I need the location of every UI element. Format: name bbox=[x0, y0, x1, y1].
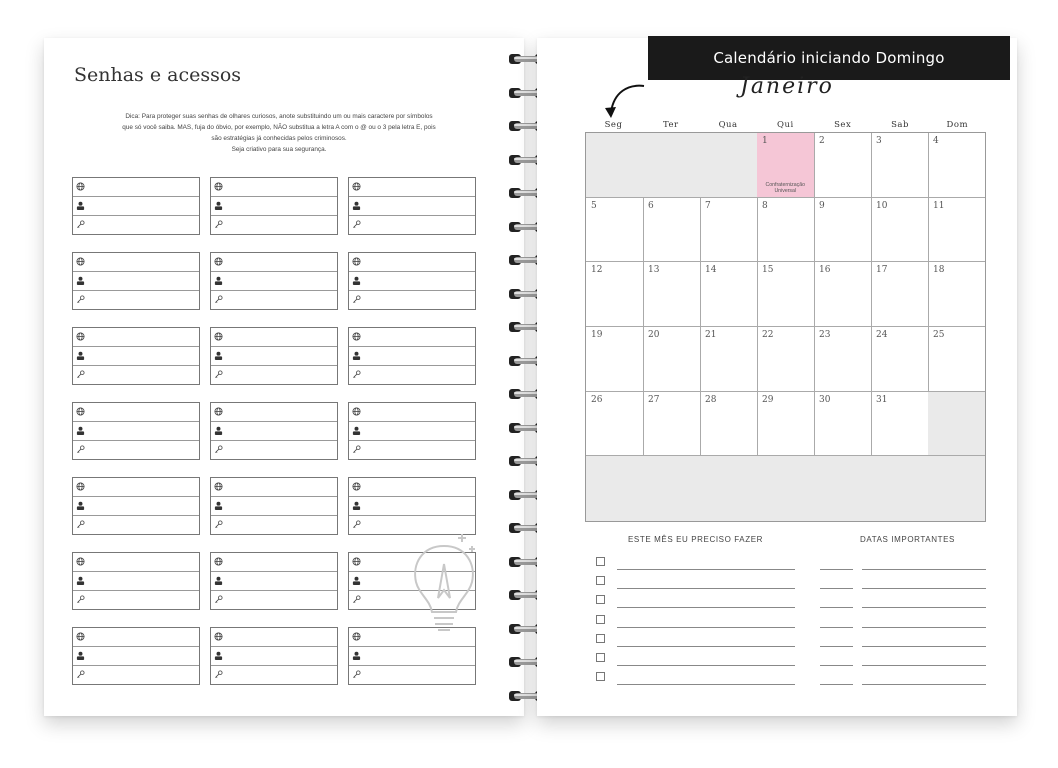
day-number: 28 bbox=[705, 394, 717, 405]
password-card bbox=[72, 552, 200, 610]
password-card bbox=[72, 177, 200, 235]
lightbulb-icon bbox=[404, 528, 484, 648]
key-field[interactable] bbox=[73, 441, 199, 459]
calendar-day-cell[interactable] bbox=[871, 392, 929, 457]
password-card bbox=[348, 477, 476, 535]
todo-line[interactable] bbox=[617, 569, 795, 570]
left-page bbox=[44, 38, 524, 716]
password-card bbox=[210, 402, 338, 460]
day-number: 8 bbox=[762, 200, 768, 211]
globe-field[interactable] bbox=[211, 403, 337, 422]
user-field[interactable] bbox=[73, 347, 199, 366]
password-card bbox=[72, 252, 200, 310]
globe-field[interactable] bbox=[73, 478, 199, 497]
day-number: 15 bbox=[762, 265, 774, 276]
todo-line[interactable] bbox=[617, 684, 795, 685]
day-number: 29 bbox=[762, 394, 774, 405]
todo-checkbox[interactable] bbox=[596, 557, 605, 566]
month-title: Janeiro bbox=[740, 74, 834, 99]
calendar-day-cell[interactable] bbox=[928, 327, 985, 392]
day-number: 7 bbox=[705, 200, 711, 211]
weekday-label: Sex bbox=[834, 120, 852, 130]
calendar-day-cell[interactable] bbox=[643, 262, 701, 327]
holiday-label-line: Universal bbox=[774, 187, 797, 194]
key-field[interactable] bbox=[211, 591, 337, 609]
user-field[interactable] bbox=[73, 272, 199, 291]
user-field[interactable] bbox=[211, 197, 337, 216]
day-number: 5 bbox=[591, 200, 597, 211]
curved-arrow-icon bbox=[598, 82, 648, 122]
day-number: 23 bbox=[819, 330, 831, 340]
calendar-day-cell[interactable] bbox=[586, 198, 644, 263]
calendar-day-cell[interactable] bbox=[700, 392, 758, 457]
key-field[interactable] bbox=[73, 516, 199, 534]
globe-field[interactable] bbox=[349, 328, 475, 347]
globe-field[interactable] bbox=[211, 478, 337, 497]
date-note-line[interactable] bbox=[862, 569, 986, 570]
day-number: 27 bbox=[648, 394, 660, 405]
password-card bbox=[210, 327, 338, 385]
day-number: 31 bbox=[876, 394, 888, 405]
user-field[interactable] bbox=[211, 347, 337, 366]
calendar-day-cell[interactable] bbox=[700, 198, 758, 263]
calendar-day-cell[interactable] bbox=[757, 456, 815, 521]
day-number: 12 bbox=[591, 265, 603, 276]
calendar-day-cell[interactable] bbox=[700, 133, 758, 198]
date-note-line[interactable] bbox=[862, 684, 986, 685]
calendar-day-cell[interactable] bbox=[586, 456, 644, 521]
key-field[interactable] bbox=[73, 291, 199, 309]
calendar-day-cell[interactable] bbox=[643, 392, 701, 457]
tip-text bbox=[74, 111, 484, 155]
day-number: 14 bbox=[705, 265, 717, 276]
calendar-day-cell[interactable] bbox=[643, 456, 701, 521]
day-number: 17 bbox=[876, 265, 888, 276]
day-number: 11 bbox=[933, 200, 945, 211]
user-field[interactable] bbox=[211, 422, 337, 441]
todo-checkbox[interactable] bbox=[596, 634, 605, 643]
key-field[interactable] bbox=[211, 291, 337, 309]
calendar-day-cell[interactable] bbox=[586, 327, 644, 392]
important-dates-label: DATAS IMPORTANTES bbox=[860, 535, 955, 544]
todo-section-label: ESTE MÊS EU PRECISO FAZER bbox=[628, 535, 764, 544]
globe-field[interactable] bbox=[73, 553, 199, 572]
key-field[interactable] bbox=[211, 366, 337, 384]
user-field[interactable] bbox=[73, 197, 199, 216]
user-field[interactable] bbox=[211, 647, 337, 666]
password-card bbox=[210, 252, 338, 310]
user-field[interactable] bbox=[211, 572, 337, 591]
calendar-day-cell[interactable] bbox=[814, 392, 872, 457]
password-card bbox=[348, 402, 476, 460]
todo-checkbox[interactable] bbox=[596, 653, 605, 662]
key-field[interactable] bbox=[349, 216, 475, 234]
key-field[interactable] bbox=[211, 516, 337, 534]
globe-field[interactable] bbox=[211, 328, 337, 347]
calendar-day-cell[interactable] bbox=[586, 392, 644, 457]
calendar-day-cell[interactable] bbox=[871, 456, 929, 521]
password-card bbox=[210, 477, 338, 535]
globe-field[interactable] bbox=[211, 253, 337, 272]
todo-checkbox[interactable] bbox=[596, 576, 605, 585]
user-field[interactable] bbox=[73, 647, 199, 666]
calendar-day-cell[interactable] bbox=[757, 133, 815, 198]
user-field[interactable] bbox=[349, 497, 475, 516]
key-field[interactable] bbox=[73, 591, 199, 609]
tip-line: Dica: Para proteger suas senhas de olhares curiosos, anote substituindo um ou mais caractere por símbolos bbox=[125, 113, 433, 120]
calendar-day-cell[interactable] bbox=[757, 262, 815, 327]
day-number: 30 bbox=[819, 394, 831, 405]
day-number: 21 bbox=[705, 330, 717, 340]
day-number: 25 bbox=[933, 330, 945, 340]
globe-field[interactable] bbox=[73, 253, 199, 272]
tip-line: Seja criativo para sua segurança. bbox=[231, 146, 327, 153]
calendar-day-cell[interactable] bbox=[586, 262, 644, 327]
date-line[interactable] bbox=[820, 627, 853, 628]
password-card bbox=[72, 402, 200, 460]
day-number: 1 bbox=[762, 136, 768, 146]
password-card bbox=[210, 177, 338, 235]
todo-line[interactable] bbox=[617, 665, 795, 666]
todo-line[interactable] bbox=[617, 607, 795, 608]
weekday-label: Qui bbox=[777, 120, 794, 130]
globe-field[interactable] bbox=[73, 328, 199, 347]
calendar-grid bbox=[585, 132, 986, 522]
date-line[interactable] bbox=[820, 588, 853, 589]
todo-checkbox[interactable] bbox=[596, 615, 605, 624]
date-note-line[interactable] bbox=[862, 646, 986, 647]
globe-field[interactable] bbox=[73, 403, 199, 422]
day-number: 16 bbox=[819, 265, 831, 276]
day-number: 20 bbox=[648, 330, 660, 340]
calendar-day-cell[interactable] bbox=[643, 133, 701, 198]
calendar-day-cell[interactable] bbox=[928, 456, 985, 521]
day-number: 9 bbox=[819, 200, 825, 211]
day-number: 3 bbox=[876, 136, 882, 146]
day-number: 19 bbox=[591, 330, 603, 340]
globe-field[interactable] bbox=[349, 253, 475, 272]
globe-field[interactable] bbox=[73, 178, 199, 197]
day-number: 2 bbox=[819, 136, 825, 146]
key-field[interactable] bbox=[349, 366, 475, 384]
weekday-label: Qua bbox=[718, 120, 738, 130]
calendar-day-cell[interactable] bbox=[643, 198, 701, 263]
globe-field[interactable] bbox=[211, 628, 337, 647]
day-number: 4 bbox=[933, 136, 939, 146]
todo-line[interactable] bbox=[617, 588, 795, 589]
user-field[interactable] bbox=[211, 272, 337, 291]
password-card bbox=[348, 327, 476, 385]
key-field[interactable] bbox=[73, 666, 199, 684]
key-field[interactable] bbox=[73, 216, 199, 234]
weekday-label: Ter bbox=[662, 120, 679, 130]
tip-line: são estratégias já conhecidas pelos criminosos. bbox=[211, 135, 347, 142]
calendar-day-cell[interactable] bbox=[871, 262, 929, 327]
day-number: 6 bbox=[648, 200, 654, 211]
date-line[interactable] bbox=[820, 607, 853, 608]
calendar-day-cell[interactable] bbox=[871, 133, 929, 198]
calendar-day-cell[interactable] bbox=[757, 327, 815, 392]
date-line[interactable] bbox=[820, 665, 853, 666]
todo-line[interactable] bbox=[617, 646, 795, 647]
user-field[interactable] bbox=[73, 572, 199, 591]
globe-field[interactable] bbox=[73, 628, 199, 647]
password-card bbox=[72, 627, 200, 685]
day-number: 22 bbox=[762, 330, 774, 340]
user-field[interactable] bbox=[349, 347, 475, 366]
calendar-day-cell[interactable] bbox=[928, 133, 985, 198]
key-field[interactable] bbox=[349, 441, 475, 459]
user-field[interactable] bbox=[349, 647, 475, 666]
todo-line[interactable] bbox=[617, 627, 795, 628]
calendar-day-cell[interactable] bbox=[586, 133, 644, 198]
key-field[interactable] bbox=[211, 216, 337, 234]
password-card bbox=[348, 177, 476, 235]
weekday-label: Sab bbox=[891, 120, 909, 130]
key-field[interactable] bbox=[349, 291, 475, 309]
password-card bbox=[348, 252, 476, 310]
page-title: Senhas e acessos bbox=[74, 64, 242, 86]
calendar-day-cell[interactable] bbox=[700, 262, 758, 327]
calendar-day-cell[interactable] bbox=[757, 392, 815, 457]
user-field[interactable] bbox=[73, 422, 199, 441]
key-field[interactable] bbox=[211, 441, 337, 459]
globe-field[interactable] bbox=[349, 403, 475, 422]
todo-checkbox[interactable] bbox=[596, 672, 605, 681]
calendar-day-cell[interactable] bbox=[928, 198, 985, 263]
holiday-label bbox=[757, 182, 814, 194]
holiday-label-line: Confraternização bbox=[765, 181, 805, 188]
calendar-day-cell[interactable] bbox=[814, 198, 872, 263]
calendar-day-cell[interactable] bbox=[871, 198, 929, 263]
date-line[interactable] bbox=[820, 684, 853, 685]
password-card bbox=[210, 627, 338, 685]
key-field[interactable] bbox=[73, 366, 199, 384]
user-field[interactable] bbox=[349, 197, 475, 216]
day-number: 18 bbox=[933, 265, 945, 276]
date-note-line[interactable] bbox=[862, 607, 986, 608]
date-note-line[interactable] bbox=[862, 588, 986, 589]
calendar-day-cell[interactable] bbox=[928, 392, 985, 457]
calendar-day-cell[interactable] bbox=[814, 133, 872, 198]
date-line[interactable] bbox=[820, 646, 853, 647]
key-field[interactable] bbox=[211, 666, 337, 684]
date-line[interactable] bbox=[820, 569, 853, 570]
tip-line: que só você saiba. MAS, fuja do óbvio, por exemplo, NÃO substitua a letra A com o @ ou o 3 pela letra E, pois bbox=[122, 124, 436, 131]
calendar-day-cell[interactable] bbox=[814, 456, 872, 521]
password-card bbox=[72, 327, 200, 385]
globe-field[interactable] bbox=[349, 478, 475, 497]
calendar-day-cell[interactable] bbox=[871, 327, 929, 392]
user-field[interactable] bbox=[349, 422, 475, 441]
globe-field[interactable] bbox=[211, 553, 337, 572]
globe-field[interactable] bbox=[349, 178, 475, 197]
password-card bbox=[72, 477, 200, 535]
calendar-day-cell[interactable] bbox=[757, 198, 815, 263]
day-number: 13 bbox=[648, 265, 660, 276]
user-field[interactable] bbox=[349, 272, 475, 291]
calendar-day-cell[interactable] bbox=[814, 262, 872, 327]
weekday-label: Dom bbox=[946, 120, 969, 130]
calendar-banner: Calendário iniciando Domingo bbox=[648, 36, 1010, 80]
calendar-day-cell[interactable] bbox=[700, 456, 758, 521]
day-number: 24 bbox=[876, 330, 888, 340]
user-field[interactable] bbox=[211, 497, 337, 516]
globe-field[interactable] bbox=[211, 178, 337, 197]
weekday-label: Seg bbox=[604, 120, 623, 130]
calendar-day-cell[interactable] bbox=[928, 262, 985, 327]
date-note-line[interactable] bbox=[862, 665, 986, 666]
todo-checkbox[interactable] bbox=[596, 595, 605, 604]
day-number: 26 bbox=[591, 394, 603, 405]
password-card bbox=[210, 552, 338, 610]
calendar-day-cell[interactable] bbox=[700, 327, 758, 392]
day-number: 10 bbox=[876, 200, 888, 211]
calendar-day-cell[interactable] bbox=[643, 327, 701, 392]
calendar-day-cell[interactable] bbox=[814, 327, 872, 392]
date-note-line[interactable] bbox=[862, 627, 986, 628]
key-field[interactable] bbox=[349, 666, 475, 684]
user-field[interactable] bbox=[73, 497, 199, 516]
